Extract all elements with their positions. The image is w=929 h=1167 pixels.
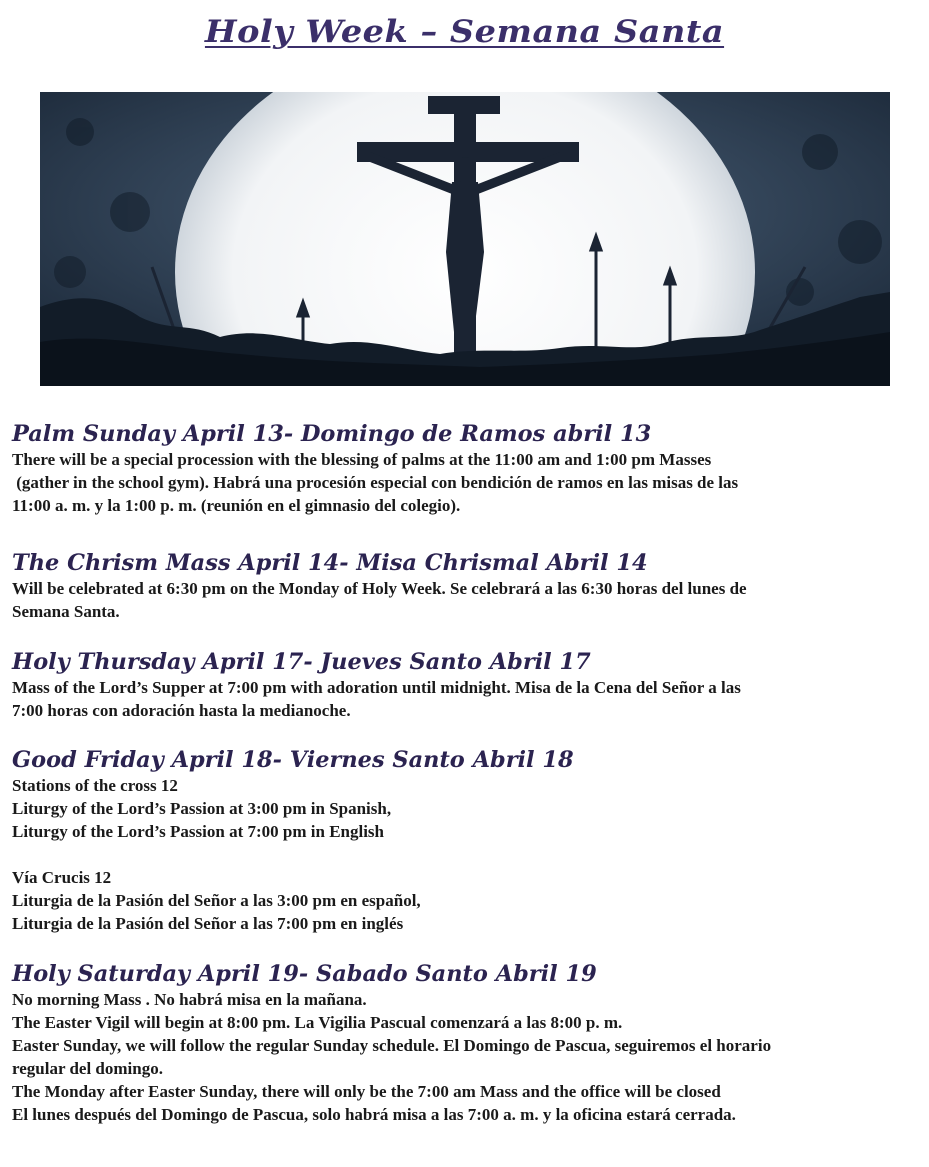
body-line: The Monday after Easter Sunday, there will only be the 7:00 am Mass and the office will be closed bbox=[12, 1082, 721, 1101]
section-chrism-mass bbox=[12, 549, 917, 623]
body-line: Mass of the Lord’s Supper at 7:00 pm with adoration until midnight. Misa de la Cena del Señor a las bbox=[12, 678, 741, 697]
section-body bbox=[12, 774, 917, 935]
section-good-friday bbox=[12, 746, 917, 935]
body-line: No morning Mass . No habrá misa en la mañana. bbox=[12, 990, 367, 1009]
body-line: Liturgia de la Pasión del Señor a las 3:00 pm en español, bbox=[12, 891, 421, 910]
section-heading: Palm Sunday April 13- Domingo de Ramos abril 13 bbox=[12, 421, 652, 447]
body-line: There will be a special procession with the blessing of palms at the 11:00 am and 1:00 pm Masses bbox=[12, 450, 712, 469]
page-title: Holy Week – Semana Santa bbox=[204, 14, 725, 50]
section-palm-sunday bbox=[12, 420, 917, 517]
section-heading: The Chrism Mass April 14- Misa Chrismal Abril 14 bbox=[12, 550, 648, 576]
body-line: (gather in the school gym). Habrá una procesión especial con bendición de ramos en las misas de las bbox=[12, 473, 739, 492]
banner-image bbox=[40, 92, 890, 386]
body-line: 7:00 horas con adoración hasta la medianoche. bbox=[12, 701, 351, 720]
body-line: Stations of the cross 12 bbox=[12, 776, 178, 795]
section-body bbox=[12, 577, 917, 623]
section-holy-thursday bbox=[12, 648, 917, 722]
body-line: Vía Crucis 12 bbox=[12, 868, 112, 887]
body-line: Easter Sunday, we will follow the regular Sunday schedule. El Domingo de Pascua, seguiremos el horario bbox=[12, 1036, 772, 1055]
section-heading: Holy Thursday April 17- Jueves Santo Abril 17 bbox=[12, 649, 591, 675]
section-heading: Holy Saturday April 19- Sabado Santo Abril 19 bbox=[12, 961, 597, 987]
body-line: Will be celebrated at 6:30 pm on the Monday of Holy Week. Se celebrará a las 6:30 horas del lunes de bbox=[12, 579, 747, 598]
body-line: Semana Santa. bbox=[12, 602, 120, 621]
body-line: Liturgy of the Lord’s Passion at 3:00 pm in Spanish, bbox=[12, 799, 392, 818]
body-line: El lunes después del Domingo de Pascua, solo habrá misa a las 7:00 a. m. y la oficina estará cerrada. bbox=[12, 1105, 736, 1124]
crucifix-illustration bbox=[40, 92, 890, 386]
body-line: regular del domingo. bbox=[12, 1059, 163, 1078]
section-body bbox=[12, 988, 917, 1126]
body-line: The Easter Vigil will begin at 8:00 pm. La Vigilia Pascual comenzará a las 8:00 p. m. bbox=[12, 1013, 623, 1032]
body-line: Liturgy of the Lord’s Passion at 7:00 pm in English bbox=[12, 822, 384, 841]
body-line: 11:00 a. m. y la 1:00 p. m. (reunión en el gimnasio del colegio). bbox=[12, 496, 461, 515]
section-heading: Good Friday April 18- Viernes Santo Abril 18 bbox=[12, 747, 574, 773]
section-holy-saturday bbox=[12, 960, 917, 1126]
section-body bbox=[12, 676, 917, 722]
section-body bbox=[12, 448, 917, 517]
body-line: Liturgia de la Pasión del Señor a las 7:00 pm en inglés bbox=[12, 914, 404, 933]
